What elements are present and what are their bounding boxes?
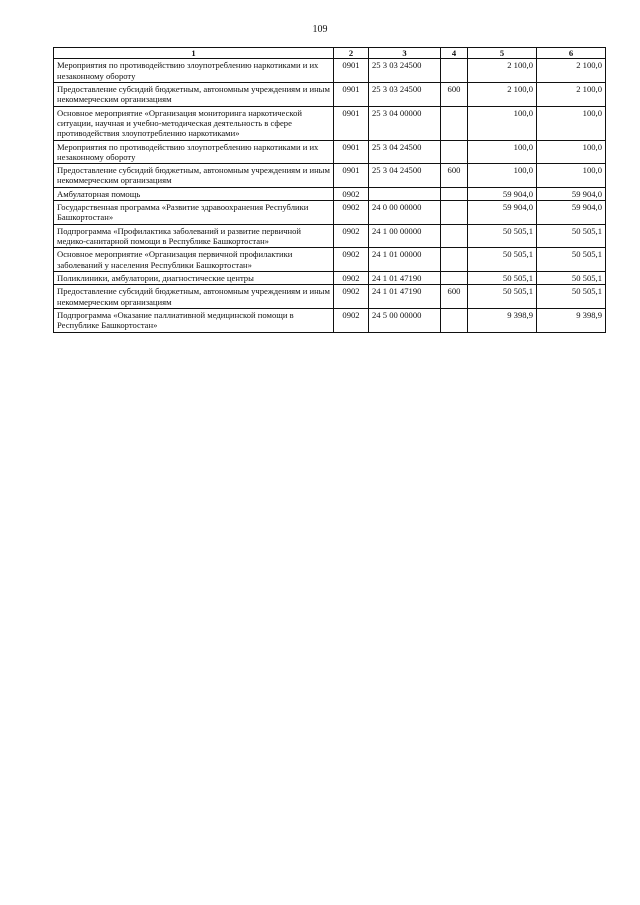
section-code-cell: 0902 — [334, 285, 369, 309]
amount-cell: 100,0 — [468, 106, 537, 140]
row-name-cell: Государственная программа «Развитие здравоохранения Республики Башкортостан» — [54, 201, 334, 225]
column-header: 6 — [537, 48, 606, 59]
expense-type-cell — [441, 59, 468, 83]
row-name-cell: Мероприятия по противодействию злоупотреблению наркотиками и их незаконному обороту — [54, 140, 334, 164]
amount-cell: 9 398,9 — [468, 308, 537, 332]
table-row — [54, 106, 606, 140]
table-row — [54, 187, 606, 200]
amount-cell: 100,0 — [468, 140, 537, 164]
amount-cell: 50 505,1 — [537, 285, 606, 309]
table-row — [54, 201, 606, 225]
amount-cell: 100,0 — [537, 106, 606, 140]
target-code-cell: 25 3 04 24500 — [369, 140, 441, 164]
table-row — [54, 59, 606, 83]
budget-table — [53, 47, 606, 333]
row-name-cell: Предоставление субсидий бюджетным, автономным учреждениям и иным некоммерческим организациям — [54, 285, 334, 309]
expense-type-cell: 600 — [441, 82, 468, 106]
table-row — [54, 164, 606, 188]
row-name-cell: Основное мероприятие «Организация первичной профилактики заболеваний у населения Республики Башкортостан» — [54, 248, 334, 272]
column-header: 5 — [468, 48, 537, 59]
table-row — [54, 82, 606, 106]
table-row — [54, 308, 606, 332]
amount-cell: 50 505,1 — [537, 248, 606, 272]
expense-type-cell: 600 — [441, 164, 468, 188]
target-code-cell: 24 0 00 00000 — [369, 201, 441, 225]
amount-cell: 59 904,0 — [468, 187, 537, 200]
amount-cell: 50 505,1 — [537, 224, 606, 248]
row-name-cell: Поликлиники, амбулатории, диагностические центры — [54, 271, 334, 284]
table-row — [54, 285, 606, 309]
target-code-cell: 24 1 01 47190 — [369, 271, 441, 284]
row-name-cell: Предоставление субсидий бюджетным, автономным учреждениям и иным некоммерческим организациям — [54, 164, 334, 188]
amount-cell: 2 100,0 — [468, 82, 537, 106]
row-name-cell: Основное мероприятие «Организация мониторинга наркотической ситуации, научная и учебно-методическая деятельность в сфере противодействия злоупотреблению наркотиками» — [54, 106, 334, 140]
amount-cell: 50 505,1 — [468, 224, 537, 248]
column-header: 4 — [441, 48, 468, 59]
expense-type-cell — [441, 187, 468, 200]
row-name-cell: Амбулаторная помощь — [54, 187, 334, 200]
section-code-cell: 0902 — [334, 308, 369, 332]
amount-cell: 59 904,0 — [468, 201, 537, 225]
section-code-cell: 0902 — [334, 224, 369, 248]
table-body — [54, 59, 606, 332]
column-header: 1 — [54, 48, 334, 59]
expense-type-cell — [441, 248, 468, 272]
expense-type-cell — [441, 140, 468, 164]
target-code-cell: 25 3 03 24500 — [369, 82, 441, 106]
amount-cell: 50 505,1 — [468, 248, 537, 272]
row-name-cell: Подпрограмма «Оказание паллиативной медицинской помощи в Республике Башкортостан» — [54, 308, 334, 332]
amount-cell: 2 100,0 — [537, 59, 606, 83]
section-code-cell: 0902 — [334, 201, 369, 225]
amount-cell: 59 904,0 — [537, 187, 606, 200]
column-header: 3 — [369, 48, 441, 59]
section-code-cell: 0902 — [334, 248, 369, 272]
row-name-cell: Мероприятия по противодействию злоупотреблению наркотиками и их незаконному обороту — [54, 59, 334, 83]
section-code-cell: 0901 — [334, 106, 369, 140]
target-code-cell: 25 3 03 24500 — [369, 59, 441, 83]
section-code-cell: 0901 — [334, 140, 369, 164]
target-code-cell — [369, 187, 441, 200]
amount-cell: 59 904,0 — [537, 201, 606, 225]
amount-cell: 50 505,1 — [468, 271, 537, 284]
expense-type-cell — [441, 271, 468, 284]
target-code-cell: 25 3 04 24500 — [369, 164, 441, 188]
section-code-cell: 0902 — [334, 271, 369, 284]
amount-cell: 2 100,0 — [537, 82, 606, 106]
section-code-cell: 0901 — [334, 82, 369, 106]
expense-type-cell: 600 — [441, 285, 468, 309]
column-header: 2 — [334, 48, 369, 59]
table-row — [54, 140, 606, 164]
expense-type-cell — [441, 106, 468, 140]
table-row — [54, 271, 606, 284]
table-row — [54, 224, 606, 248]
amount-cell: 2 100,0 — [468, 59, 537, 83]
amount-cell: 100,0 — [537, 140, 606, 164]
row-name-cell: Подпрограмма «Профилактика заболеваний и развитие первичной медико-санитарной помощи в Республике Башкортостан» — [54, 224, 334, 248]
table-header-row — [54, 48, 606, 59]
amount-cell: 50 505,1 — [537, 271, 606, 284]
target-code-cell: 24 5 00 00000 — [369, 308, 441, 332]
section-code-cell: 0902 — [334, 187, 369, 200]
row-name-cell: Предоставление субсидий бюджетным, автономным учреждениям и иным некоммерческим организациям — [54, 82, 334, 106]
target-code-cell: 24 1 01 00000 — [369, 248, 441, 272]
expense-type-cell — [441, 224, 468, 248]
table-row — [54, 248, 606, 272]
page-number: 109 — [312, 24, 328, 35]
expense-type-cell — [441, 308, 468, 332]
amount-cell: 100,0 — [537, 164, 606, 188]
target-code-cell: 24 1 00 00000 — [369, 224, 441, 248]
target-code-cell: 25 3 04 00000 — [369, 106, 441, 140]
section-code-cell: 0901 — [334, 59, 369, 83]
amount-cell: 50 505,1 — [468, 285, 537, 309]
expense-type-cell — [441, 201, 468, 225]
section-code-cell: 0901 — [334, 164, 369, 188]
amount-cell: 9 398,9 — [537, 308, 606, 332]
target-code-cell: 24 1 01 47190 — [369, 285, 441, 309]
amount-cell: 100,0 — [468, 164, 537, 188]
